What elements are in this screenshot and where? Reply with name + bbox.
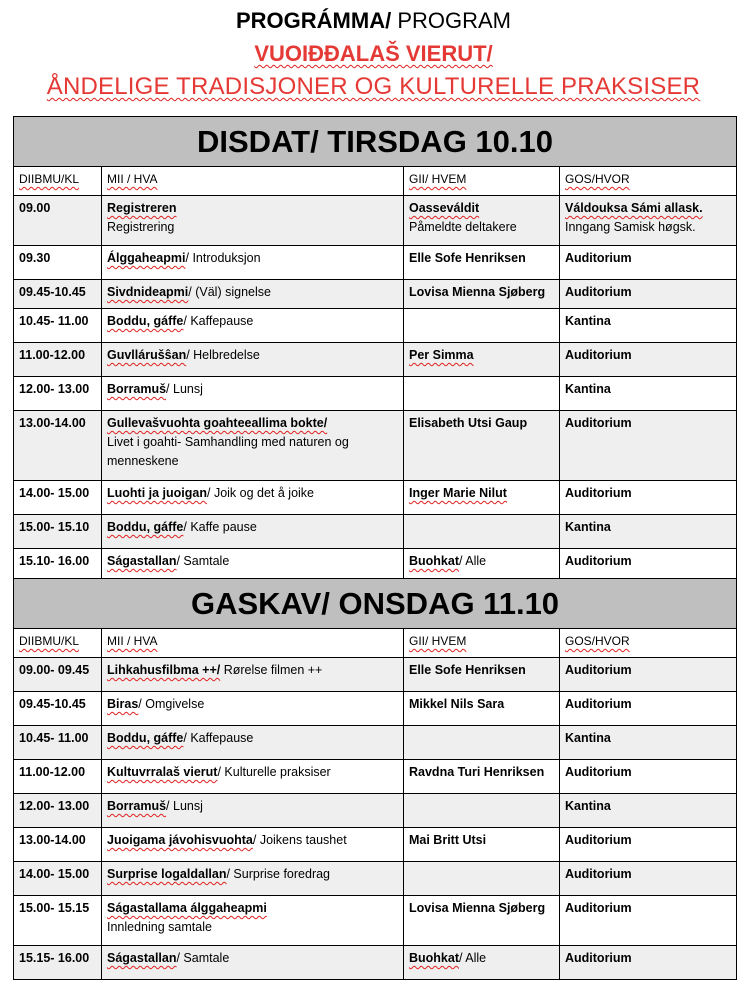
activity-subtitle: Registrering [107,220,175,234]
row-time: 09.00- 09.45 [14,658,102,692]
schedule-row [14,196,737,246]
row-person [404,794,560,828]
row-activity [102,309,404,343]
row-time: 09.30 [14,246,102,280]
location-name: Váldouksa Sámi allask. [565,201,703,215]
activity-sami: Biras [107,697,139,711]
row-location [560,280,737,309]
schedule-row [14,515,737,549]
location-name: Auditorium [565,554,632,568]
activity-norwegian: / Helbredelse [186,348,260,362]
column-header-who-text: GII/ HVEM [409,172,467,186]
program-title-bold: PROGRÁMMA/ [235,8,392,33]
row-activity [102,692,404,726]
activity-sami: Luohti ja juoigan [107,486,207,500]
row-activity [102,343,404,377]
activity-sami: Lihkahusfilbma ++/ [107,663,221,677]
row-activity [102,280,404,309]
activity-norwegian: / (Väl) signelse [188,285,271,299]
row-person [404,862,560,896]
activity-norwegian: / Kulturelle praksiser [217,765,331,779]
column-header-who-text: GII/ HVEM [409,634,467,648]
row-location [560,658,737,692]
activity-norwegian: / Samtale [176,951,230,965]
row-time: 11.00-12.00 [14,343,102,377]
activity-norwegian: / Omgivelse [138,697,205,711]
column-header-time-text: DIIBMU/KL [19,634,80,648]
day-title: GASKAV/ ONSDAG 11.10 [14,579,737,629]
row-location [560,828,737,862]
column-header-what [102,167,404,196]
row-activity [102,794,404,828]
row-activity [102,896,404,946]
row-location [560,246,737,280]
row-time: 13.00-14.00 [14,828,102,862]
activity-sami: Boddu, gáffe [107,520,184,534]
activity-sami: Juoigama jávohisvuohta [107,833,253,847]
schedule-row [14,946,737,980]
row-person [404,828,560,862]
person-name: Mai Britt Utsi [409,833,487,847]
row-person [404,377,560,411]
row-location [560,862,737,896]
row-activity [102,726,404,760]
person-name: Lovisa Mienna Sjøberg [409,901,546,915]
row-activity [102,377,404,411]
program-subtitle-norwegian [0,72,747,102]
row-person [404,896,560,946]
row-location [560,794,737,828]
column-header-row [14,167,737,196]
column-header-time [14,167,102,196]
activity-norwegian: / Kaffepause [183,731,254,745]
activity-norwegian: / Joikens taushet [252,833,347,847]
activity-subtitle: Innledning samtale [107,920,212,934]
row-person [404,658,560,692]
location-name: Auditorium [565,833,632,847]
schedule-row [14,658,737,692]
person-translation: / Alle [459,554,487,568]
location-name: Auditorium [565,951,632,965]
schedule-row [14,309,737,343]
activity-sami: Ságastallama álggaheapmi [107,901,267,915]
row-time: 14.00- 15.00 [14,862,102,896]
schedule-row [14,862,737,896]
activity-sami: Borramuš [107,799,167,813]
activity-norwegian: / Introduksjon [185,251,261,265]
schedule-row [14,377,737,411]
row-activity [102,946,404,980]
activity-sami: Boddu, gáffe [107,314,184,328]
schedule-body [14,117,737,980]
row-person [404,692,560,726]
activity-sami: Boddu, gáffe [107,731,184,745]
row-location [560,309,737,343]
location-name: Auditorium [565,251,632,265]
person-name: Elisabeth Utsi Gaup [409,416,528,430]
schedule-row [14,481,737,515]
row-time: 13.00-14.00 [14,411,102,481]
schedule-row [14,343,737,377]
row-time: 15.00- 15.10 [14,515,102,549]
row-location [560,515,737,549]
location-name: Auditorium [565,285,632,299]
person-name: Inger Marie Nilut [409,486,507,500]
activity-sami: Ságastallan [107,951,177,965]
activity-sami: Guvllárušŝan [107,348,187,362]
activity-sami: Registreren [107,201,177,215]
row-activity [102,515,404,549]
row-person [404,196,560,246]
person-name: Oasseváldit [409,201,480,215]
row-location [560,946,737,980]
location-name: Auditorium [565,486,632,500]
day-title: DISDAT/ TIRSDAG 10.10 [14,117,737,167]
person-name: Mikkel Nils Sara [409,697,505,711]
row-location [560,726,737,760]
location-name: Kantina [565,314,611,328]
person-name: Buohkat [409,951,459,965]
row-activity [102,760,404,794]
location-subtitle: Inngang Samisk høgsk. [565,220,696,234]
person-name: Elle Sofe Henriksen [409,251,526,265]
activity-sami: Surprise logaldallan [107,867,227,881]
row-time: 10.45- 11.00 [14,309,102,343]
row-person [404,515,560,549]
column-header-what-text: MII / HVA [107,172,158,186]
person-name: Per Simma [409,348,474,362]
row-person [404,411,560,481]
column-header-what [102,629,404,658]
program-subtitle-text: VUOIĐĐALAŠ VIERUT/ [254,41,493,66]
row-location [560,343,737,377]
location-name: Auditorium [565,663,632,677]
person-name: Buohkat [409,554,459,568]
row-person [404,481,560,515]
row-time: 12.00- 13.00 [14,794,102,828]
day-header-row [14,579,737,629]
row-location [560,760,737,794]
activity-norwegian: / Lunsj [166,382,203,396]
activity-norwegian: / Lunsj [166,799,203,813]
row-location [560,377,737,411]
program-title-plain: PROGRAM [391,8,511,33]
column-header-who [404,629,560,658]
row-activity [102,549,404,579]
row-person [404,726,560,760]
column-header-row [14,629,737,658]
location-name: Auditorium [565,765,632,779]
activity-norwegian: / Kaffepause [183,314,254,328]
person-name: Ravdna Turi Henriksen [409,765,545,779]
column-header-where-text: GOS/HVOR [565,172,630,186]
schedule-row [14,794,737,828]
row-time: 15.00- 15.15 [14,896,102,946]
row-time: 15.10- 16.00 [14,549,102,579]
row-person [404,280,560,309]
column-header-where [560,629,737,658]
row-activity [102,196,404,246]
location-name: Kantina [565,799,611,813]
row-person [404,946,560,980]
activity-norwegian: / Surprise foredrag [226,867,331,881]
row-activity [102,658,404,692]
schedule-row [14,246,737,280]
row-activity [102,828,404,862]
row-activity [102,246,404,280]
activity-norwegian: / Kaffe pause [183,520,257,534]
row-time: 09.45-10.45 [14,692,102,726]
row-location [560,692,737,726]
location-name: Kantina [565,520,611,534]
person-name: Lovisa Mienna Sjøberg [409,285,546,299]
column-header-where-text: GOS/HVOR [565,634,630,648]
schedule-row [14,411,737,481]
row-person [404,549,560,579]
row-activity [102,481,404,515]
schedule-row [14,828,737,862]
row-location [560,896,737,946]
column-header-where [560,167,737,196]
row-location [560,549,737,579]
schedule-row [14,726,737,760]
activity-sami: Borramuš [107,382,167,396]
schedule-row [14,692,737,726]
activity-sami: Sivdnideapmi [107,285,189,299]
schedule-row [14,280,737,309]
row-time: 14.00- 15.00 [14,481,102,515]
schedule-row [14,760,737,794]
activity-norwegian: / Joik og det å joike [207,486,315,500]
schedule-row [14,896,737,946]
row-person [404,246,560,280]
row-time: 09.00 [14,196,102,246]
row-location [560,481,737,515]
row-time: 12.00- 13.00 [14,377,102,411]
person-translation: / Alle [459,951,487,965]
column-header-who [404,167,560,196]
person-name: Elle Sofe Henriksen [409,663,526,677]
location-name: Auditorium [565,697,632,711]
row-time: 15.15- 16.00 [14,946,102,980]
location-name: Kantina [565,382,611,396]
activity-norwegian: Rørelse filmen ++ [220,663,323,677]
activity-sami: Kultuvrralaš vierut [107,765,218,779]
schedule-table [13,116,737,980]
row-location [560,411,737,481]
location-name: Auditorium [565,416,632,430]
row-time: 09.45-10.45 [14,280,102,309]
location-name: Auditorium [565,901,632,915]
program-subtitle [0,41,747,67]
row-person [404,760,560,794]
column-header-what-text: MII / HVA [107,634,158,648]
row-location [560,196,737,246]
row-time: 10.45- 11.00 [14,726,102,760]
activity-sami: Álggaheapmi [107,251,186,265]
location-name: Auditorium [565,348,632,362]
row-activity [102,862,404,896]
program-title [0,8,747,34]
row-time: 11.00-12.00 [14,760,102,794]
activity-sami: Gullevašvuohta goahteeallima bokte/ [107,416,328,430]
row-person [404,343,560,377]
day-header-row [14,117,737,167]
activity-norwegian: / Samtale [176,554,230,568]
person-subtitle: Påmeldte deltakere [409,220,517,234]
location-name: Kantina [565,731,611,745]
location-name: Auditorium [565,867,632,881]
row-activity [102,411,404,481]
row-person [404,309,560,343]
activity-sami: Ságastallan [107,554,177,568]
column-header-time [14,629,102,658]
column-header-time-text: DIIBMU/KL [19,172,80,186]
activity-subtitle: Livet i goahti- Samhandling med naturen og menneskene [107,435,349,468]
program-subtitle-norwegian-text: ÅNDELIGE TRADISJONER OG KULTURELLE PRAKSISER [46,73,701,100]
schedule-row [14,549,737,579]
